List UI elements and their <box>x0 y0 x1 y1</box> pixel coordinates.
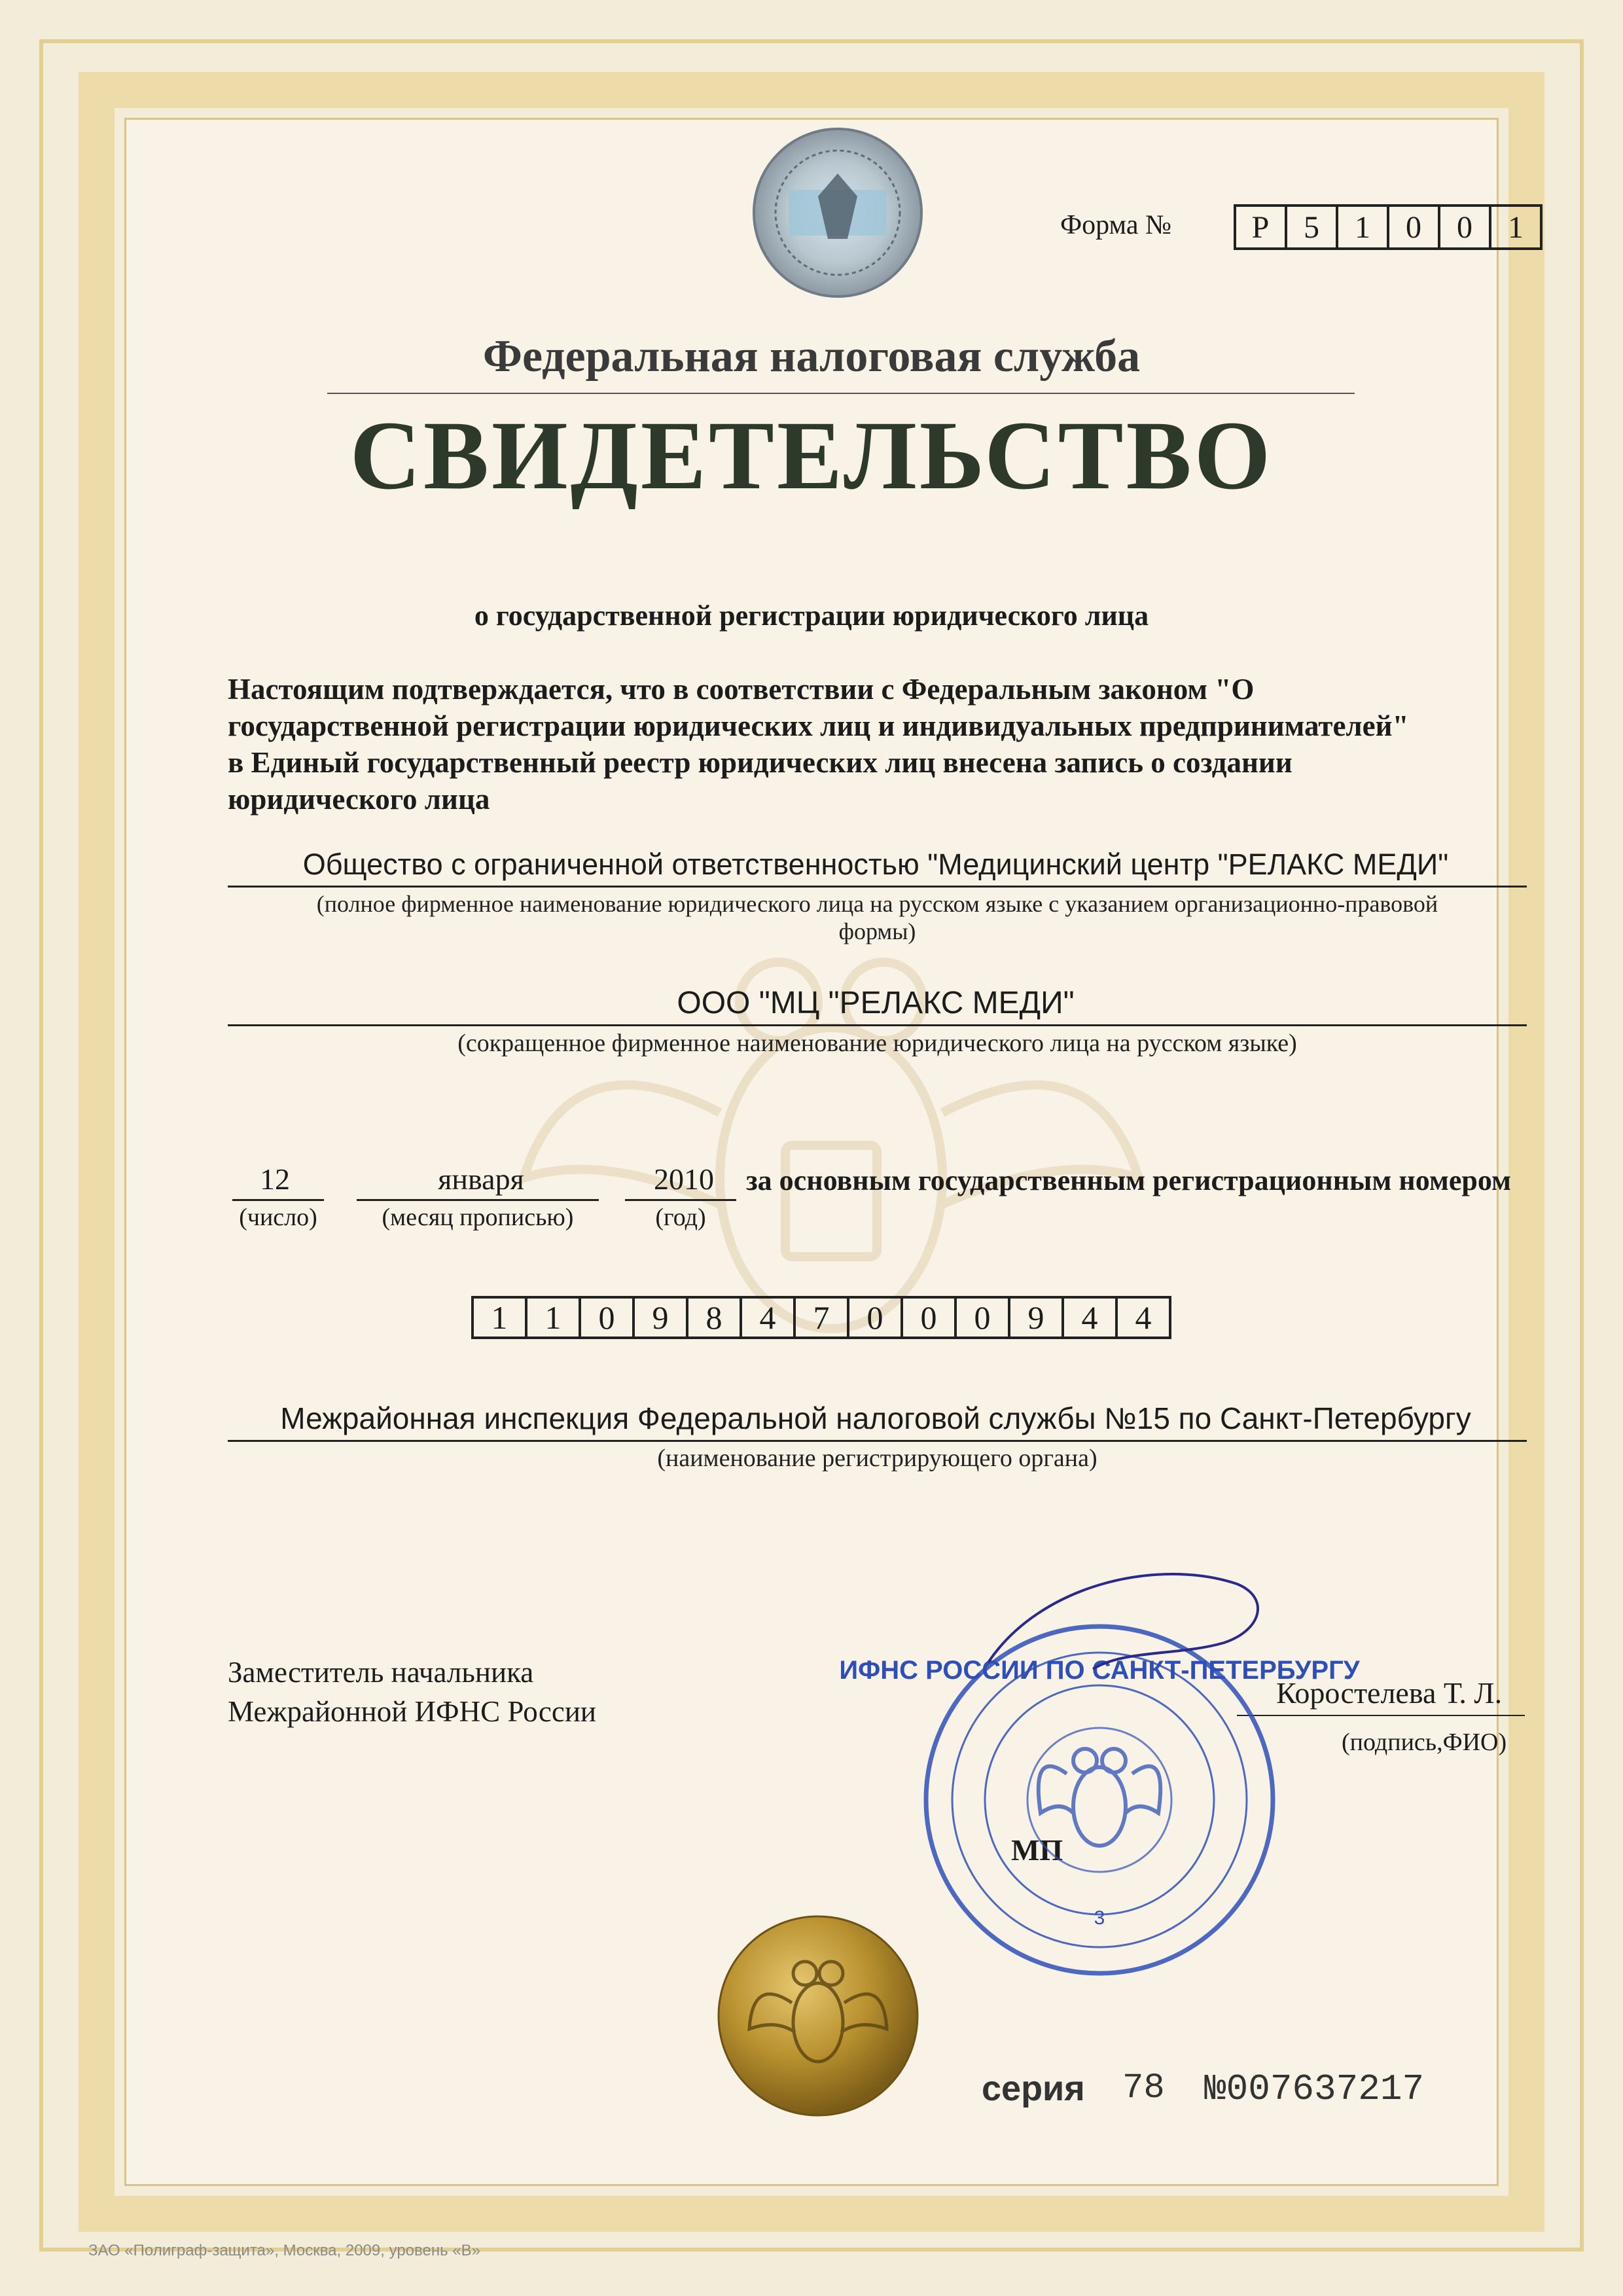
ogrn-digit: 0 <box>957 1299 1010 1336</box>
ogrn-digit: 4 <box>1064 1299 1118 1336</box>
date-month-underline <box>357 1199 599 1201</box>
registering-authority: Межрайонная инспекция Федеральной налоговой службы №15 по Санкт-Петербургу <box>280 1401 1471 1435</box>
intro-paragraph <box>228 671 1524 817</box>
serial-number: №007637217 <box>1204 2068 1425 2110</box>
form-label: Форма № <box>1060 210 1172 240</box>
date-year-caption: (год) <box>655 1204 706 1231</box>
form-code-cell: 1 <box>1338 207 1389 247</box>
short-name-underline <box>228 1024 1527 1026</box>
ogrn-digit: 0 <box>903 1299 957 1336</box>
form-code-boxes <box>1234 204 1543 250</box>
form-code-cell: Р <box>1236 207 1287 247</box>
signatory-position: Заместитель начальника Межрайонной ИФНС России <box>228 1656 596 1728</box>
signatory-name: Коростелева Т. Л. <box>1276 1676 1503 1710</box>
intro-line: государственной регистрации юридических лиц и индивидуальных предпринимателей" <box>228 709 1409 742</box>
ogrn-boxes <box>471 1296 1171 1339</box>
seal-place-label: МП <box>1011 1833 1063 1867</box>
document-subtitle: о государственной регистрации юридического лица <box>474 600 1149 632</box>
full-name-caption: (полное фирменное наименование юридического лица на русском языке с указанием организационно-правовой формы) <box>316 891 1438 944</box>
intro-line: юридического лица <box>228 783 490 816</box>
form-code-cell: 0 <box>1440 207 1491 247</box>
ogrn-digit: 0 <box>849 1299 903 1336</box>
date-month-caption: (месяц прописью) <box>382 1204 574 1231</box>
full-company-name: Общество с ограниченной ответственностью "Медицинский центр "РЕЛАКС МЕДИ" <box>302 848 1449 881</box>
form-code-cell: 5 <box>1287 207 1338 247</box>
intro-line: в Единый государственный реестр юридических лиц внесена запись о создании <box>228 746 1293 779</box>
date-month: января <box>438 1162 524 1196</box>
ogrn-digit: 7 <box>796 1299 849 1336</box>
date-row-tail: за основным государственным регистрационным номером <box>746 1164 1511 1196</box>
ogrn-digit: 1 <box>527 1299 581 1336</box>
ogrn-digit: 8 <box>688 1299 742 1336</box>
date-year-underline <box>625 1199 736 1201</box>
authority-underline <box>228 1440 1527 1442</box>
intro-line: Настоящим подтверждается, что в соответствии с Федеральным законом "О <box>228 673 1255 706</box>
agency-underline <box>327 393 1355 394</box>
short-name-caption: (сокращенное фирменное наименование юридического лица на русском языке) <box>457 1030 1297 1057</box>
ogrn-digit: 4 <box>742 1299 796 1336</box>
hologram-emblem-icon <box>749 124 926 301</box>
ogrn-digit: 0 <box>581 1299 635 1336</box>
date-day-caption: (число) <box>239 1204 317 1231</box>
date-day-underline <box>232 1199 324 1201</box>
form-code-cell: 1 <box>1508 209 1524 245</box>
gold-seal-icon <box>713 1911 923 2121</box>
ogrn-digit: 1 <box>474 1299 527 1336</box>
signature-scribble-icon <box>962 1545 1289 1702</box>
form-code-cell: 0 <box>1389 207 1440 247</box>
signature-caption: (подпись,ФИО) <box>1342 1729 1507 1756</box>
date-year: 2010 <box>654 1162 714 1196</box>
stamp-number: 3 <box>1094 1907 1105 1929</box>
printer-imprint: ЗАО «Полиграф-защита», Москва, 2009, уровень «В» <box>88 2242 480 2259</box>
full-name-underline <box>228 886 1527 888</box>
serial-label: серия <box>982 2069 1085 2108</box>
ogrn-digit: 9 <box>1010 1299 1064 1336</box>
serial-series: 78 <box>1122 2068 1165 2108</box>
document-title: СВИДЕТЕЛЬСТВО <box>349 401 1274 510</box>
agency-name: Федеральная налоговая служба <box>482 331 1141 382</box>
date-day: 12 <box>260 1162 290 1196</box>
short-company-name: ООО "МЦ "РЕЛАКС МЕДИ" <box>677 986 1075 1020</box>
stamp-outer-text: ИФНС РОССИИ ПО САНКТ-ПЕТЕРБУРГУ <box>839 1656 1360 1685</box>
ogrn-digit: 9 <box>635 1299 688 1336</box>
ogrn-digit: 4 <box>1135 1299 1152 1336</box>
authority-caption: (наименование регистрирующего органа) <box>657 1444 1097 1472</box>
